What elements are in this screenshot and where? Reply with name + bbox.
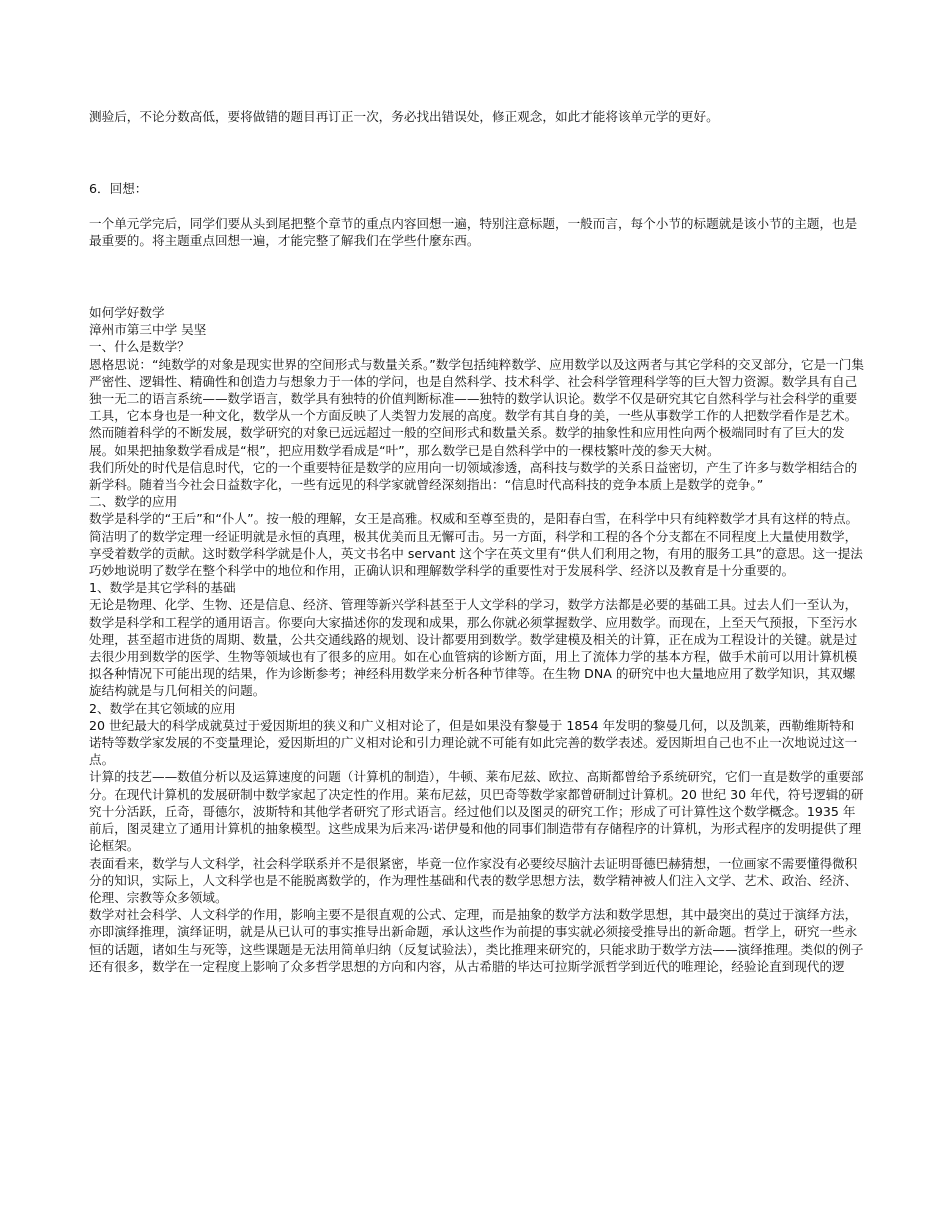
paragraph: 数学是科学的“王后”和“仆人”。按一般的理解，女王是高雅。权威和至尊至贵的，是阳春白雪，在科学中只有纯粹数学才具有这样的特点。简洁明了的数学定理一经证明就是永恒的真理，极其优美而且无懈可击。另一方面，科学和工程的各个分支都在不同程度上大量使用数学，享受着数学的贡献。这时数学科学就是仆人，英文书名中 servant 这个字在英文里有“供人们利用之物，有用的服务工具”的意思。这一提法巧妙地说明了数学在整个科学中的地位和作用，正确认识和理解数学科学的重要性对于发展科学、经济以及教育是十分重要的。 — [89, 511, 863, 579]
closing-paragraph: 测验后，不论分数高低，要将做错的题目再订正一次，务必找出错误处，修正观念，如此才能将该单元学的更好。 — [89, 109, 719, 124]
article-title: 如何学好数学 — [89, 305, 165, 320]
article — [89, 304, 864, 975]
section-6-body: 一个单元学完后，同学们要从头到尾把整个章节的重点内容回想一遍，特别注意标题，一般而言，每个小节的标题就是该小节的主题，也是最重要的。将主题重点回想一遍，才能完整了解我们在学些什麼东西。 — [89, 216, 858, 248]
heading-what-is-math: 一、什么是数学？ — [89, 339, 190, 355]
subheading-foundation: 1、数学是其它学科的基础 — [89, 580, 236, 596]
section-6-heading: 6．回想： — [89, 181, 148, 196]
heading-applications: 二、数学的应用 — [89, 494, 178, 510]
paragraph: 计算的技艺——数值分析以及运算速度的问题（计算机的制造），牛顿、莱布尼兹、欧拉、高斯都曾给予系统研究，它们一直是数学的重要部分。在现代计算机的发展研制中数学家起了决定性的作用。莱布尼兹，贝巴奇等数学家都曾研制过计算机。20 世纪 30 年代，符号逻辑的研究十分活跃，丘奇，哥德尔，波斯特和其他学者研究了形式语言。经过他们以及图灵的研究工作；形成了可计算性这个数学概念。1935 年前后，图灵建立了通用计算机的抽象模型。这些成果为后来冯·诺伊曼和他的同事们制造带有存储程序的计算机，为形式程序的发明提供了理论框架。 — [89, 769, 864, 854]
paragraph: 20 世纪最大的科学成就莫过于爱因斯坦的狭义和广义相对论了，但是如果没有黎曼于 1854 年发明的黎曼几何，以及凯莱，西勒维斯特和诺特等数学家发展的不变量理论，爱因斯坦的广义相对论和引力理论就不可能有如此完善的数学表述。爱因斯坦自己也不止一次地说过这一点。 — [89, 717, 858, 768]
paragraph: 恩格思说：“纯数学的对象是现实世界的空间形式与数量关系。”数学包括纯粹数学、应用数学以及这两者与其它学科的交叉部分，它是一门集严密性、逻辑性、精确性和创造力与想象力于一体的学问，也是自然科学、技术科学、社会科学管理科学等的巨大智力资源。数学具有自己独一无二的语言系统——数学语言，数学具有独特的价值判断标准——独特的数学认识论。数学不仅是研究其它自然科学与社会科学的重要工具，它本身也是一种文化，数学从一个方面反映了人类智力发展的高度。数学有其自身的美，一些从事数学工作的人把数学看作是艺术。然而随着科学的不断发展，数学研究的对象已远远超过一般的空间形式和数量关系。数学的抽象性和应用性向两个极端同时有了巨大的发展。如果把抽象数学看成是“根”，把应用数学看成是“叶”，那么数学已是自然科学中的一棵枝繁叶茂的参天大树。 — [89, 356, 864, 458]
paragraph: 表面看来，数学与人文科学，社会科学联系并不是很紧密，毕竟一位作家没有必要绞尽脑汁去证明哥德巴赫猜想，一位画家不需要懂得微积分的知识，实际上，人文科学也是不能脱离数学的，作为理性基础和代表的数学思想方法，数学精神被人们注入文学、艺术、政治、经济、伦理、宗教等众多领域。 — [89, 855, 858, 905]
paragraph: 无论是物理、化学、生物、还是信息、经济、管理等新兴学科甚至于人文学科的学习，数学方法都是必要的基础工具。过去人们一至认为，数学是科学和工程学的通用语言。你要向大家描述你的发现和成果，那么你就必须掌握数学、应用数学。而现在，上至天气预报，下至污水处理，甚至超市进货的周期、数量，公共交通线路的规划、设计都要用到数学。数学建模及相关的计算，正在成为工程设计的关键。就是过去很少用到数学的医学、生物等领域也有了很多的应用。如在心血管病的诊断方面，用上了流体力学的基本方程，做手术前可以用计算机模拟各种情况下可能出现的结果，作为诊断参考；神经科用数学来分析各种节律等。在生物 DNA 的研究中也大量地应用了数学知识，其双螺旋结构就是与几何相关的问题。 — [89, 597, 858, 699]
article-author: 漳州市第三中学 吴坚 — [89, 322, 207, 338]
paragraph: 我们所处的时代是信息时代，它的一个重要特征是数学的应用向一切领域渗透，高科技与数学的关系日益密切，产生了许多与数学相结合的新学科。随着当今社会日益数字化，一些有远见的科学家就曾经深刻指出：“信息时代高科技的竞争本质上是数学的竞争。” — [89, 459, 858, 493]
paragraph: 数学对社会科学、人文科学的作用，影响主要不是很直观的公式、定理，而是抽象的数学方法和数学思想，其中最突出的莫过于演绎方法，亦即演绎推理，演绎证明，就是从已认可的事实推导出新命题，承认这些作为前提的事实就必须接受推导出的新命题。哲学上，研究一些永恒的话题，诸如生与死等，这些课题是无法用简单归纳（反复试验法），类比推理来研究的，只能求助于数学方法——演绎推理。类似的例子还有很多，数学在一定程度上影响了众多哲学思想的方向和内容，从古希腊的毕达可拉斯学派哲学到近代的唯理论，经验论直到现代的逻 — [89, 907, 864, 974]
subheading-other-fields: 2、数学在其它领域的应用 — [89, 700, 236, 716]
